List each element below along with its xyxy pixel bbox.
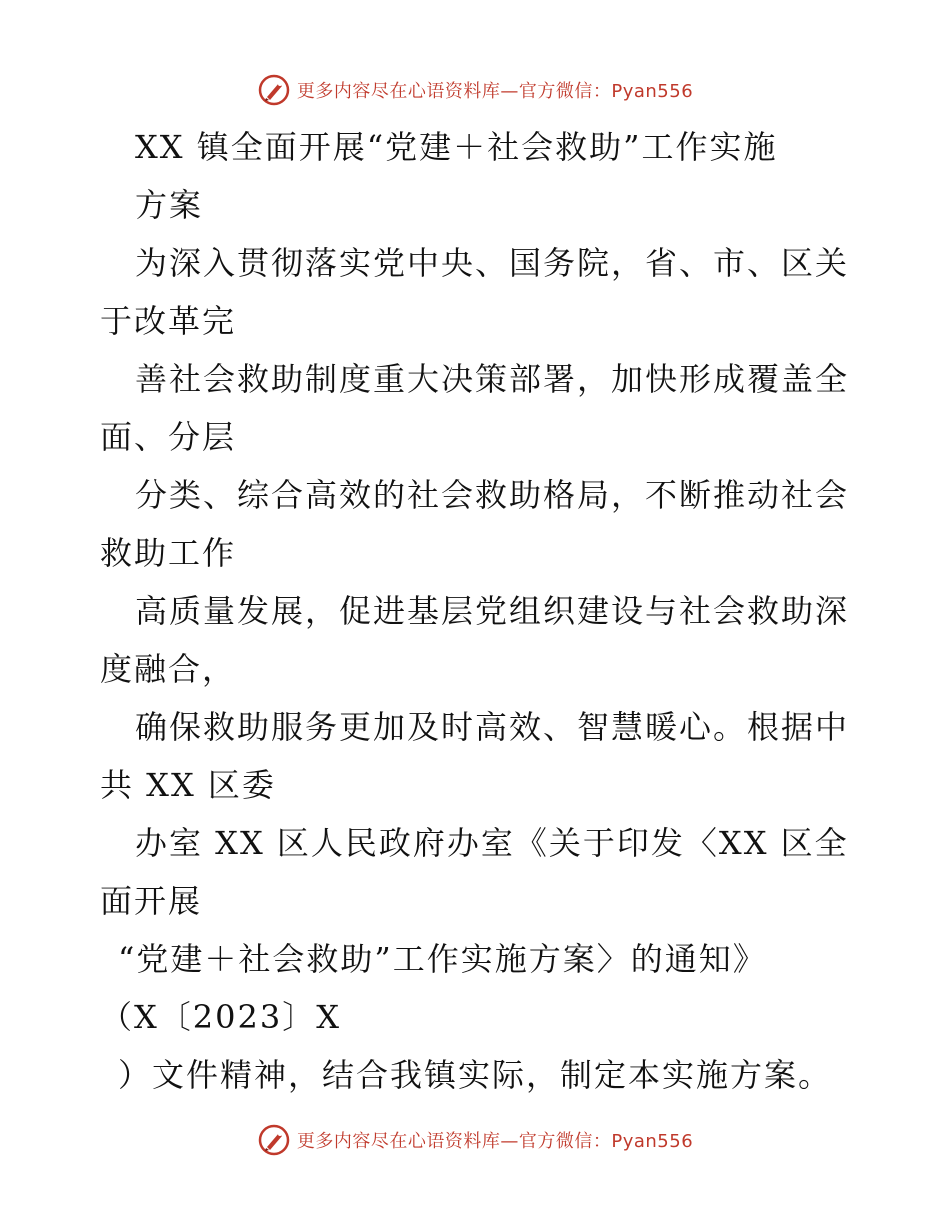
document-title-line-2: 方案 xyxy=(135,186,204,224)
header-banner-text: 更多内容尽在心语资料库—官方微信：Pyan556 xyxy=(296,81,694,102)
pen-nib-logo-icon xyxy=(257,1123,291,1157)
paragraph-line: 确保救助服务更加及时高效、智慧暖心。根据中 xyxy=(135,708,850,746)
paragraph-line: 共 XX 区委 xyxy=(100,766,276,804)
paragraph-line: 办室 XX 区人民政府办室《关于印发〈XX 区全 xyxy=(135,824,849,862)
paragraph-line: 高质量发展，促进基层党组织建设与社会救助深 xyxy=(135,592,850,630)
paragraph-line: 于改革完 xyxy=(100,302,237,340)
footer-banner-text: 更多内容尽在心语资料库—官方微信：Pyan556 xyxy=(296,1131,694,1152)
paragraph-line: 面开展 xyxy=(100,882,203,920)
document-title-line-1: XX 镇全面开展“党建＋社会救助”工作实施 xyxy=(135,128,778,166)
paragraph-line: 善社会救助制度重大决策部署，加快形成覆盖全 xyxy=(135,360,850,398)
paragraph-line: （X〔2023〕X xyxy=(100,998,342,1036)
header-banner xyxy=(0,70,950,110)
footer-banner-content xyxy=(257,1123,693,1157)
paragraph-line: ）文件精神，结合我镇实际，制定本实施方案。 xyxy=(118,1056,833,1094)
header-banner-content xyxy=(257,73,693,107)
paragraph-line: 救助工作 xyxy=(100,534,237,572)
paragraph-line: 分类、综合高效的社会救助格局，不断推动社会 xyxy=(135,476,850,514)
pen-nib-logo-icon xyxy=(257,73,291,107)
paragraph-line: “党建＋社会救助”工作实施方案〉的通知》 xyxy=(118,940,767,978)
paragraph-line: 面、分层 xyxy=(100,418,237,456)
paragraph-line: 为深入贯彻落实党中央、国务院，省、市、区关 xyxy=(135,244,850,282)
footer-banner xyxy=(0,1120,950,1160)
paragraph-line: 度融合， xyxy=(100,650,237,688)
